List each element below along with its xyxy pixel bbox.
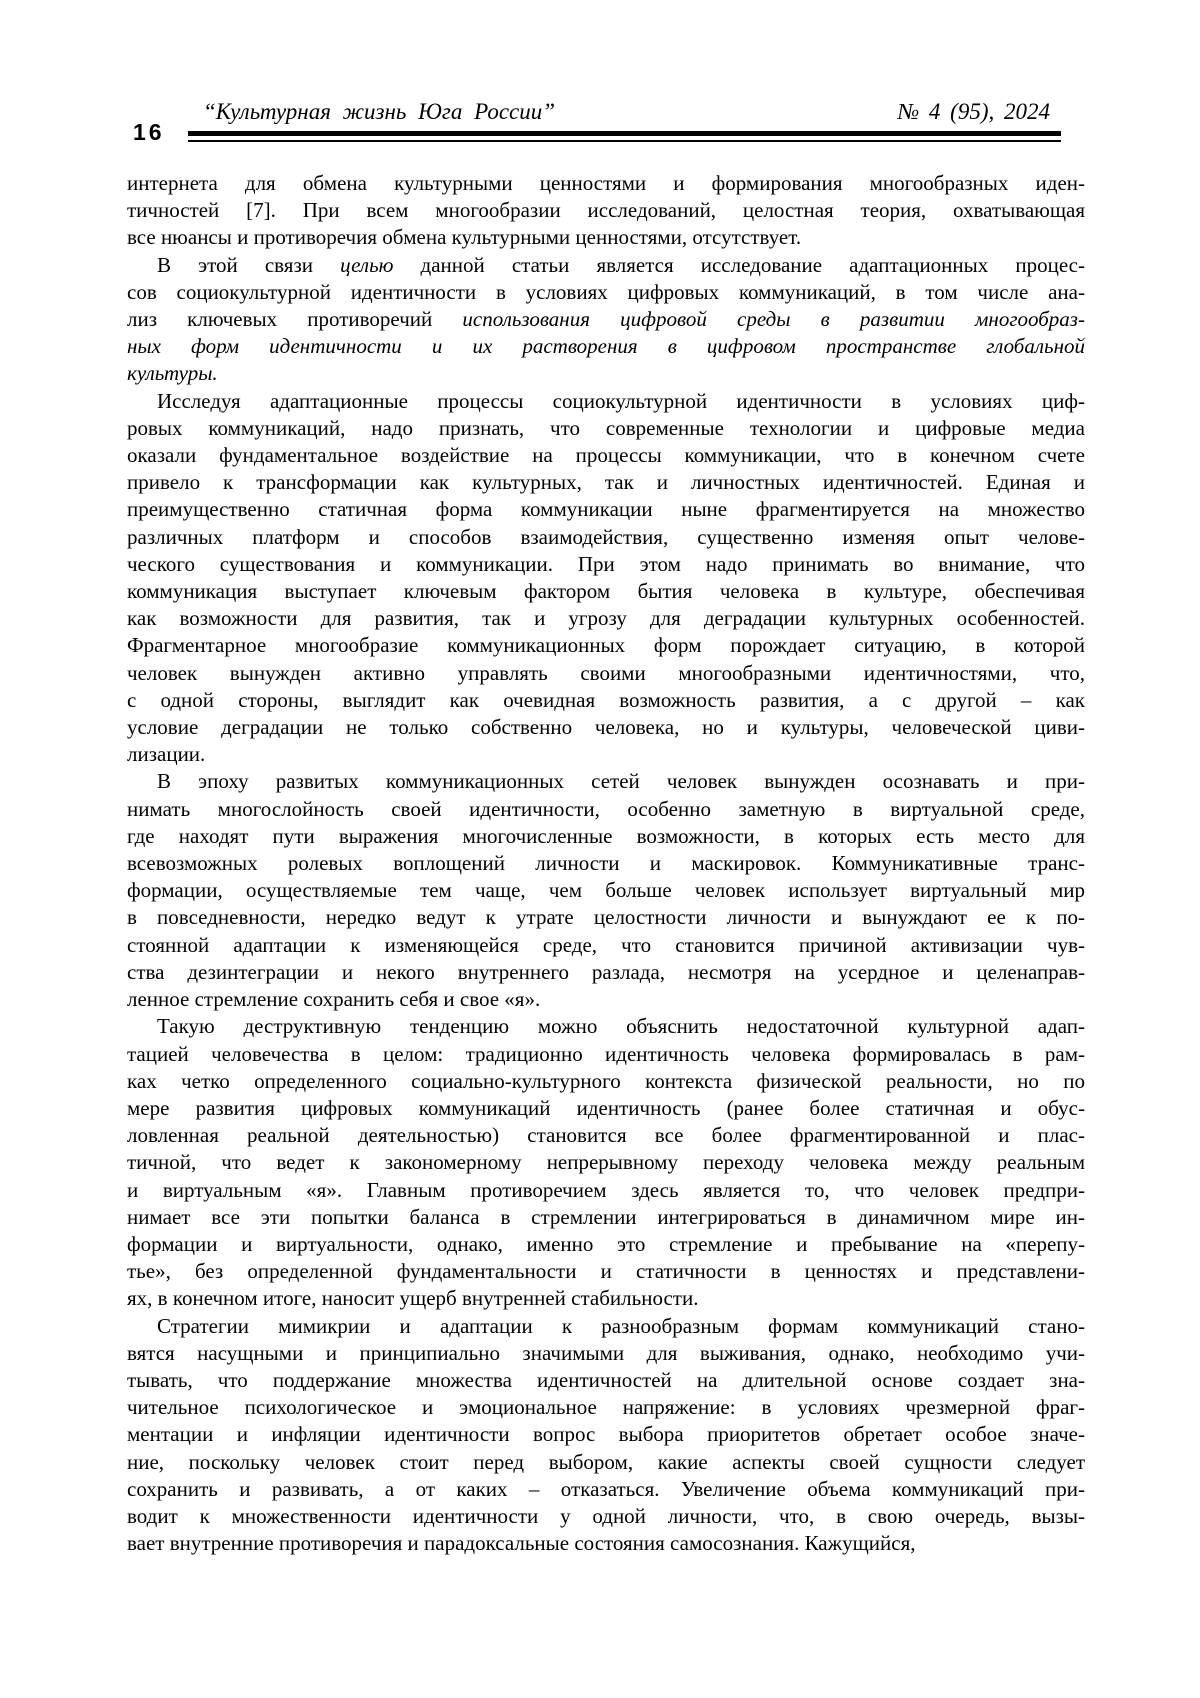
text-segment: стоянной адаптации к изменяющейся среде, что становится причиной активизации чув- xyxy=(127,932,1085,957)
text-segment: мере развития цифровых коммуникаций идентичность (ранее более статичная и обус- xyxy=(127,1095,1085,1120)
text-line xyxy=(127,1530,1085,1557)
text-segment: человек вынужден активно управлять своими многообразными идентичностями, что, xyxy=(127,660,1085,685)
text-segment: нимает все эти попытки баланса в стремлении интегрироваться в динамичном мире ин- xyxy=(127,1204,1085,1229)
text-segment: чительное психологическое и эмоциональное напряжение: в условиях чрезмерной фраг- xyxy=(127,1395,1085,1420)
text-segment: Фрагментарное многообразие коммуникационных форм порождает ситуацию, в которой xyxy=(127,633,1085,658)
text-segment: вятся насущными и принципиально значимыми для выживания, однако, необходимо учи- xyxy=(127,1340,1085,1365)
text-segment: тье», без определенной фундаментальности и статичности в ценностях и представлени- xyxy=(127,1259,1085,1284)
text-line xyxy=(127,388,1085,415)
text-segment: тичной, что ведет к закономерному непрерывному переходу человека между реальным xyxy=(127,1150,1085,1175)
text-line xyxy=(127,959,1085,986)
text-line xyxy=(127,1285,1085,1312)
text-segment: В этой связи xyxy=(157,252,341,277)
text-line xyxy=(127,1258,1085,1285)
text-segment: и виртуальным «я». Главным противоречием здесь является то, что человек предпри- xyxy=(127,1177,1085,1202)
text-line xyxy=(127,252,1085,279)
text-line xyxy=(127,687,1085,714)
text-line xyxy=(127,1177,1085,1204)
text-segment: привело к трансформации как культурных, так и личностных идентичностей. Единая и xyxy=(127,470,1085,495)
text-segment: интернета для обмена культурными ценностями и формирования многообразных иден- xyxy=(127,171,1085,195)
text-line xyxy=(127,741,1085,768)
text-line xyxy=(127,796,1085,823)
text-segment: с одной стороны, выглядит как очевидная возможность развития, а с другой – как xyxy=(127,687,1085,712)
text-segment: тывать, что поддержание множества идентичностей на длительной основе создает зна- xyxy=(127,1367,1085,1392)
text-line xyxy=(127,1149,1085,1176)
text-line xyxy=(127,1041,1085,1068)
text-segment: ловленная реальной деятельностью) становится все более фрагментированной и плас- xyxy=(127,1123,1085,1148)
text-segment: сов социокультурной идентичности в условиях цифровых коммуникаций, в том числе ана- xyxy=(127,279,1085,304)
text-segment: водит к множественности идентичности у одной личности, что, в свою очередь, вызы- xyxy=(127,1503,1085,1528)
text-line xyxy=(127,660,1085,687)
text-segment: ческого существования и коммуникации. При этом надо принимать во внимание, что xyxy=(127,551,1085,576)
text-line xyxy=(127,904,1085,931)
text-line xyxy=(127,551,1085,578)
text-line xyxy=(127,469,1085,496)
text-line xyxy=(127,1068,1085,1095)
text-line xyxy=(127,1095,1085,1122)
text-line xyxy=(127,823,1085,850)
text-line xyxy=(127,1340,1085,1367)
header-rule-thick xyxy=(188,131,1061,136)
text-segment: ях, в конечном итоге, наносит ущерб внутренней стабильности. xyxy=(127,1286,699,1311)
text-segment: нимать многослойность своей идентичности, особенно заметную в виртуальной среде, xyxy=(127,796,1085,821)
text-segment: лиз ключевых противоречий xyxy=(127,307,463,332)
text-segment: данной статьи является исследование адаптационных процес- xyxy=(393,252,1085,277)
text-segment: различных платформ и способов взаимодействия, существенно изменяя опыт челове- xyxy=(127,524,1085,549)
journal-title: “Культурная жизнь Юга России” xyxy=(203,99,556,124)
text-line xyxy=(127,306,1085,333)
text-line xyxy=(127,170,1085,197)
text-line xyxy=(127,279,1085,306)
text-segment: условие деградации не только собственно человека, но и культуры, человеческой циви- xyxy=(127,715,1085,740)
text-line xyxy=(127,1313,1085,1340)
text-line xyxy=(127,632,1085,659)
text-line xyxy=(127,1204,1085,1231)
text-segment: где находят пути выражения многочисленные возможности, в которых есть место для xyxy=(127,823,1085,848)
text-segment: тичностей [7]. При всем многообразии исследований, целостная теория, охватывающая xyxy=(127,198,1085,223)
page-number: 16 xyxy=(133,119,165,145)
text-line xyxy=(127,197,1085,224)
text-line xyxy=(127,932,1085,959)
text-segment: тацией человечества в целом: традиционно идентичность человека формировалась в рам- xyxy=(127,1041,1085,1066)
text-segment: ровых коммуникаций, надо признать, что современные технологии и цифровые медиа xyxy=(127,415,1085,440)
text-segment: формации и виртуальности, однако, именно это стремление и пребывание на «перепу- xyxy=(127,1231,1085,1256)
text-line xyxy=(127,1421,1085,1448)
text-line xyxy=(127,1367,1085,1394)
text-line xyxy=(127,1122,1085,1149)
text-line xyxy=(127,714,1085,741)
italic-text-segment: ных форм идентичности и их растворения в цифровом пространстве глобальной xyxy=(127,334,1085,359)
text-line xyxy=(127,578,1085,605)
text-segment: ние, поскольку человек стоит перед выбором, какие аспекты своей сущности следует xyxy=(127,1449,1085,1474)
italic-text-segment: использования цифровой среды в развитии многообраз- xyxy=(462,307,1085,332)
text-segment: все нюансы и противоречия обмена культурными ценностями, отсутствует. xyxy=(127,225,802,250)
text-segment: коммуникация выступает ключевым фактором бытия человека в культуре, обеспечивая xyxy=(127,579,1085,604)
text-line xyxy=(127,1503,1085,1530)
text-segment: лизации. xyxy=(127,742,206,767)
text-line xyxy=(127,605,1085,632)
text-segment: в повседневности, нередко ведут к утрате целостности личности и вынуждают ее к по- xyxy=(127,905,1085,930)
text-line xyxy=(127,877,1085,904)
text-segment: вает внутренние противоречия и парадоксальные состояния самосознания. Кажущийся, xyxy=(127,1531,916,1556)
text-line xyxy=(127,1476,1085,1503)
article-body xyxy=(127,170,1085,1557)
text-segment: ленное стремление сохранить себя и свое «я». xyxy=(127,987,541,1012)
text-segment: оказали фундаментальное воздействие на процессы коммуникации, что в конечном счете xyxy=(127,443,1085,468)
text-line xyxy=(127,1449,1085,1476)
issue-info: № 4 (95), 2024 xyxy=(897,99,1050,124)
italic-text-segment: культуры. xyxy=(127,361,218,386)
text-line xyxy=(127,1013,1085,1040)
text-segment: как возможности для развития, так и угрозу для деградации культурных особенностей. xyxy=(127,606,1085,631)
text-segment: Исследуя адаптационные процессы социокультурной идентичности в условиях циф- xyxy=(157,388,1085,413)
text-line xyxy=(127,415,1085,442)
text-segment: формации, осуществляемые тем чаще, чем больше человек использует виртуальный мир xyxy=(127,878,1085,903)
text-line xyxy=(127,496,1085,523)
header-rule-thin xyxy=(188,140,1061,142)
text-segment: ментации и инфляции идентичности вопрос выбора приоритетов обретает особое значе- xyxy=(127,1422,1085,1447)
text-segment: сохранить и развивать, а от каких – отказаться. Увеличение объема коммуникаций при- xyxy=(127,1476,1085,1501)
italic-text-segment: целью xyxy=(340,252,394,277)
text-line xyxy=(127,360,1085,387)
text-segment: преимущественно статичная форма коммуникации ныне фрагментируется на множество xyxy=(127,497,1085,522)
text-line xyxy=(127,986,1085,1013)
text-segment: всевозможных ролевых воплощений личности и маскировок. Коммуникативные транс- xyxy=(127,851,1085,876)
text-line xyxy=(127,442,1085,469)
text-line xyxy=(127,1231,1085,1258)
text-segment: В эпоху развитых коммуникационных сетей человек вынужден осознавать и при- xyxy=(157,769,1085,794)
text-segment: Стратегии мимикрии и адаптации к разнообразным формам коммуникаций стано- xyxy=(157,1313,1085,1338)
text-line xyxy=(127,333,1085,360)
text-segment: Такую деструктивную тенденцию можно объяснить недостаточной культурной адап- xyxy=(157,1014,1085,1039)
text-line xyxy=(127,850,1085,877)
text-line xyxy=(127,768,1085,795)
text-line xyxy=(127,1394,1085,1421)
text-line xyxy=(127,224,1085,251)
text-segment: ках четко определенного социально-культурного контекста физической реальности, но по xyxy=(127,1068,1085,1093)
text-line xyxy=(127,524,1085,551)
text-segment: ства дезинтеграции и некого внутреннего разлада, несмотря на усердное и целенаправ- xyxy=(127,959,1085,984)
